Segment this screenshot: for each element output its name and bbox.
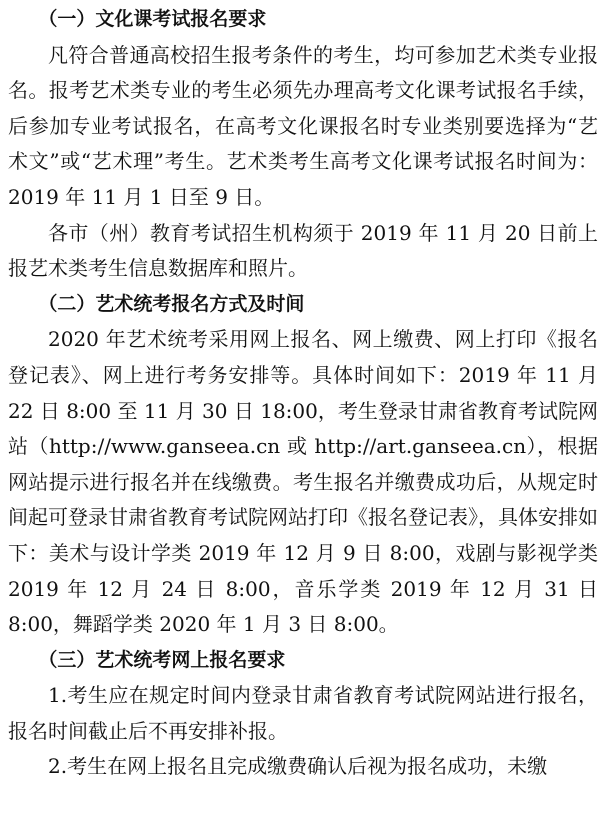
- paragraph: 各市（州）教育考试招生机构须于 2019 年 11 月 20 日前上报艺术类考生信息数据库和照片。: [8, 220, 598, 281]
- paragraph: 2.考生在网上报名且完成缴费确认后视为报名成功，未缴: [48, 754, 548, 779]
- paragraph: 1.考生应在规定时间内登录甘肃省教育考试院网站进行报名，报名时间截止后不再安排补报。: [8, 683, 598, 743]
- paragraph: 2020 年艺术统考采用网上报名、网上缴费、网上打印《报名登记表》、网上进行考务安排等。具体时间如下：2019 年 11 月 22 日 8:00 至 11 月 30 日 18:00，考生登录甘肃省教育考试院网站（http://www.ganseea.cn 或 http://art.ganseea.cn），根据网站提示进行报名并在线缴费。考生报名并缴费成功后，从规定时间起可登录甘肃省教育考试院网站打印《报名登记表》，具体安排如下：美术与设计学类 2019 年 12 月 9 日 8:00，戏剧与影视学类 2019 年 12 月 24 日 8:00，音乐学类 2019 年 12 月 31 日 8:00，舞蹈学类 2020 年 1 月 3 日 8:00。: [8, 327, 598, 637]
- section-heading: （三）艺术统考网上报名要求: [38, 648, 286, 671]
- section-heading: （二）艺术统考报名方式及时间: [38, 292, 305, 315]
- paragraph: 凡符合普通高校招生报考条件的考生，均可参加艺术类专业报名。报考艺术类专业的考生必须先办理高考文化课考试报名手续，后参加专业考试报名，在高考文化课报名时专业类别要选择为“艺术文”或“艺术理”考生。艺术类考生高考文化课考试报名时间为：2019 年 11 月 1 日至 9 日。: [8, 42, 598, 209]
- section-heading: （一）文化课考试报名要求: [38, 8, 267, 30]
